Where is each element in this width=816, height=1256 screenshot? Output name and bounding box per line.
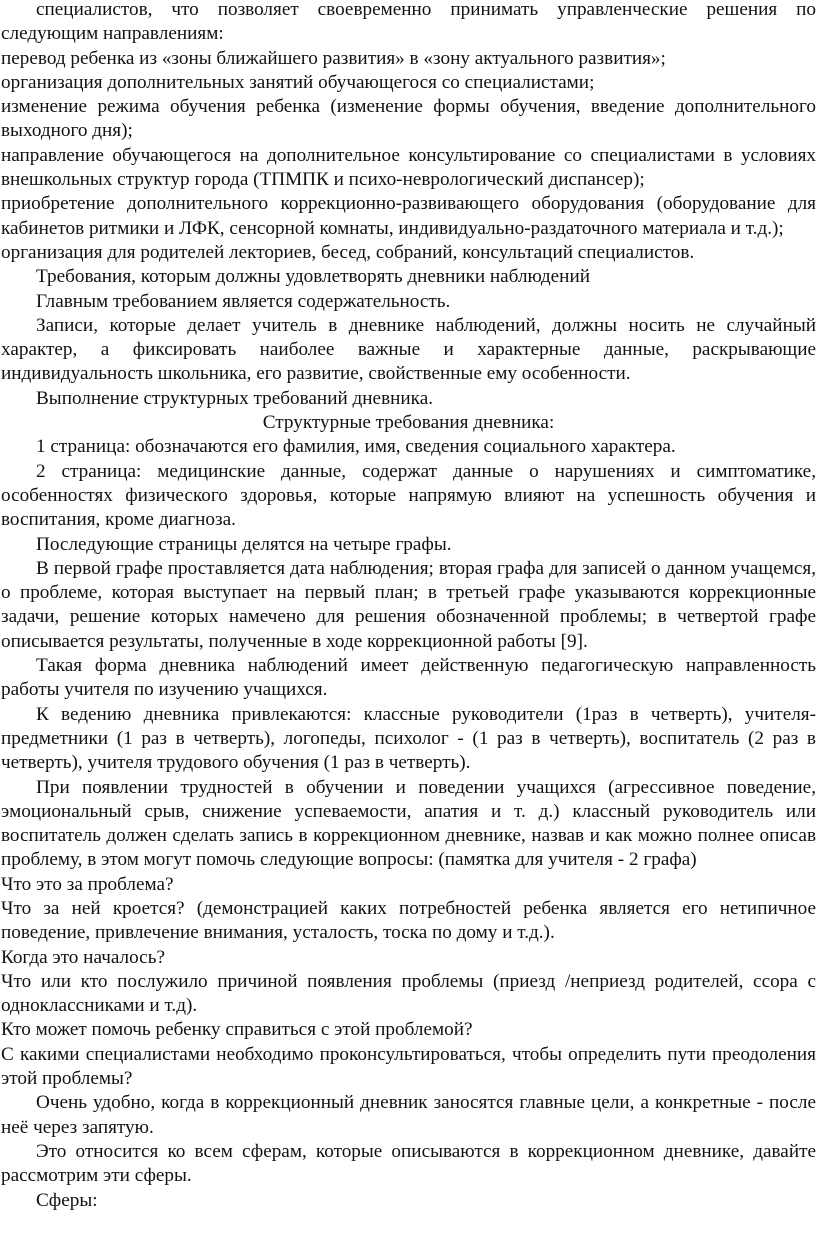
- paragraph-main-requirement: Главным требованием является содержательность.: [36, 290, 451, 312]
- paragraph-page-2: 2 страница: медицинские данные, содержат данные о нарушениях и симптоматике, особенностях физического здоровья, которые напрямую влияют на успешность обучения и воспитания, кроме диагноза.: [1, 460, 816, 531]
- paragraph-structure-intro: Выполнение структурных требований дневника.: [36, 387, 434, 409]
- list-item-parent-lectures: организация для родителей лекториев, бесед, собраний, консультаций специалистов.: [1, 241, 695, 263]
- paragraph-records: Записи, которые делает учитель в дневнике наблюдений, должны носить не случайный характер, а фиксировать наиболее важные и характерные данные, раскрывающие индивидуальность школьника, его развитие, свойственные ему особенности.: [1, 314, 816, 385]
- question-when-started: Когда это началось?: [1, 946, 165, 968]
- paragraph-next-pages: Последующие страницы делятся на четыре графы.: [36, 533, 452, 555]
- paragraph-columns: В первой графе проставляется дата наблюдения; вторая графа для записей о данном учащемся, о проблеме, которая выступает на первый план; в третьей графе указываются коррекционные задачи, решение которых намечено для решения обозначенной проблемы; в четвертой графе описывается результаты, полученные в ходе коррекционной работы [9].: [1, 557, 816, 652]
- paragraph-requirements: Требования, которым должны удовлетворять дневники наблюдений: [36, 266, 590, 288]
- list-item-zone-transfer: перевод ребенка из «зоны ближайшего развития» в «зону актуального развития»;: [1, 47, 666, 69]
- list-item-schedule-change: изменение режима обучения ребенка (изменение формы обучения, введение дополнительного выходного дня);: [1, 96, 816, 142]
- paragraph-participants: К ведению дневника привлекаются: классные руководители (1раз в четверть), учителя-предметники (1 раз в четверть), логопеды, психолог - (1 раз в четверть), воспитатель (2 раз в четверть), учителя трудового обучения (1 раз в четверть).: [1, 703, 816, 774]
- question-what-behind: Что за ней кроется? (демонстрацией каких потребностей ребенка является его нетипичное поведение, привлечение внимания, усталость, тоска по дому и т.д.).: [1, 897, 816, 944]
- paragraph-difficulties: При появлении трудностей в обучении и поведении учащихся (агрессивное поведение, эмоциональный срыв, снижение успеваемости, апатия и т. д.) классный руководитель или воспитатель должен сделать запись в коррекционном дневнике, назвав и как можно полнее описав проблему, в этом могут помочь следующие вопросы: (памятка для учителя - 2 графа): [1, 776, 816, 871]
- list-item-extra-classes: организация дополнительных занятий обучающегося со специалистами;: [1, 71, 595, 93]
- paragraph-spheres-intro: Это относится ко всем сферам, которые описываются в коррекционном дневнике, давайте рассмотрим эти сферы.: [1, 1140, 816, 1187]
- question-specialists: С какими специалистами необходимо проконсультироваться, чтобы определить пути преодоления этой проблемы?: [1, 1043, 816, 1090]
- question-who-helps: Кто может помочь ребенку справиться с этой проблемой?: [1, 1019, 473, 1041]
- paragraph-intro: специалистов, что позволяет своевременно принимать управленческие решения по следующим направлениям:: [1, 0, 816, 45]
- section-heading-structure: Структурные требования дневника:: [262, 412, 555, 434]
- paragraph-page-1: 1 страница: обозначаются его фамилия, имя, сведения социального характера.: [36, 436, 676, 458]
- paragraph-spheres-label: Сферы:: [36, 1189, 98, 1211]
- question-cause: Что или кто послужило причиной появления проблемы (приезд /неприезд родителей, ссора с одноклассниками и т.д).: [1, 970, 816, 1017]
- list-item-equipment: приобретение дополнительного коррекционно-развивающего оборудования (оборудование для кабинетов ритмики и ЛФК, сенсорной комнаты, индивидуально-раздаточного материала и т.д.);: [1, 193, 816, 239]
- question-what-problem: Что это за проблема?: [1, 873, 174, 895]
- paragraph-goals: Очень удобно, когда в коррекционный дневник заносятся главные цели, а конкретные - после неё через запятую.: [1, 1092, 816, 1138]
- list-item-consultation: направление обучающегося на дополнительное консультирование со специалистами в условиях внешкольных структур города (ТПМПК и психо-неврологический диспансер);: [1, 144, 816, 191]
- paragraph-form: Такая форма дневника наблюдений имеет действенную педагогическую направленность работы учителя по изучению учащихся.: [1, 655, 816, 701]
